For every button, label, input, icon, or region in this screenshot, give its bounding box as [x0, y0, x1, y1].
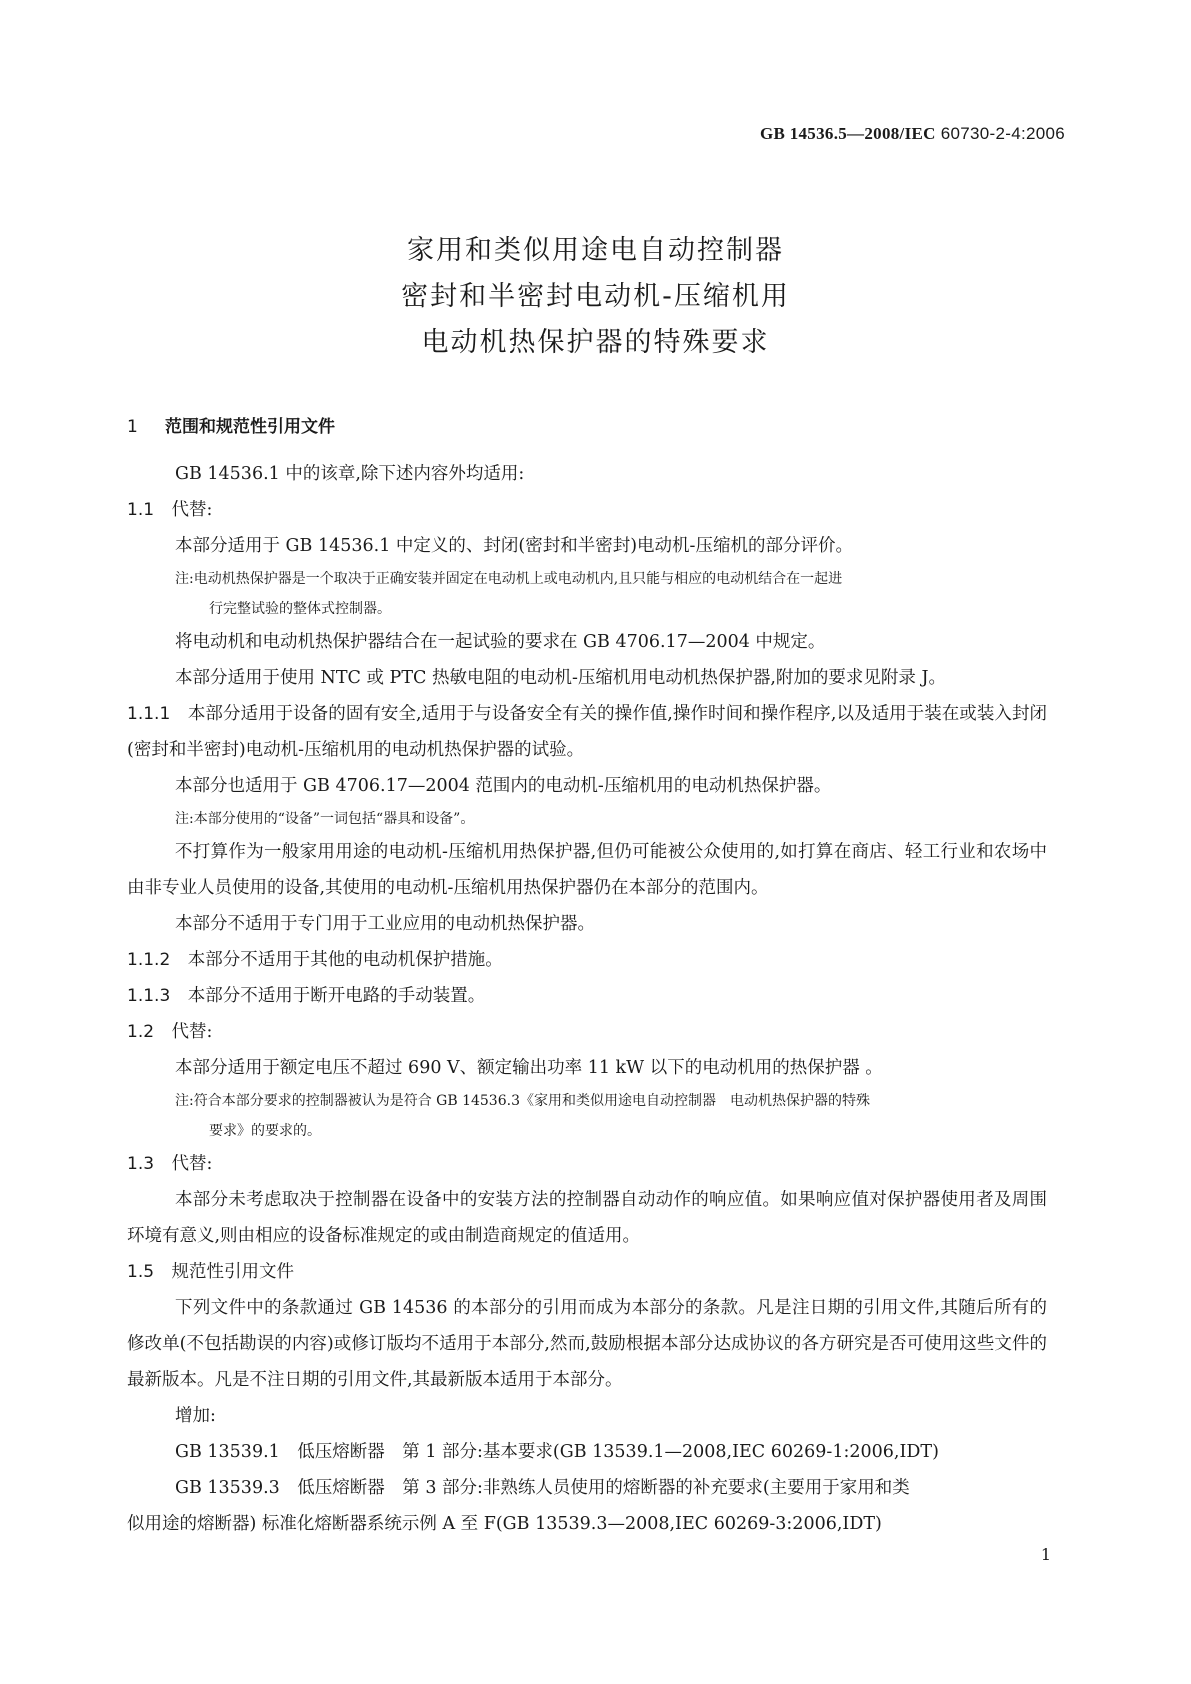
clause-1-5-addition-label: 增加: — [175, 1406, 216, 1426]
clause-1-3-paragraph-1: 本部分未考虑取决于控制器在设备中的安装方法的控制器自动动作的响应值。如果响应值对保护器使用者及周围环境有意义,则由相应的设备标准规定的或由制造商规定的值适用。 — [127, 1190, 1047, 1246]
page-number: 1 — [1040, 1545, 1051, 1564]
clause-1-1-3-text: 本部分不适用于断开电路的手动装置。 — [187, 986, 486, 1006]
clause-1-3-label: 代替: — [171, 1154, 213, 1174]
reference-gb-13539-3-line-2: 似用途的熔断器) 标准化熔断器系统示例 A 至 F(GB 13539.3—2008,IEC 60269-3:2006,IDT) — [127, 1514, 882, 1534]
clause-1-1-1-note: 注:本部分使用的“设备”一词包括“器具和设备”。 — [175, 811, 475, 827]
section-1-heading — [127, 412, 1047, 437]
title-line-3: 电动机热保护器的特殊要求 — [421, 327, 770, 358]
clause-1-2-note-line-2: 要求》的要求的。 — [209, 1123, 321, 1139]
clause-1-1-2-number: 1.1.2 — [127, 950, 171, 970]
reference-gb-13539-3 — [127, 1470, 1047, 1542]
clause-1-1-note-line-2: 行完整试验的整体式控制器。 — [209, 601, 391, 617]
document-body — [127, 412, 1047, 1542]
document-title — [0, 228, 1191, 366]
clause-1-1-paragraph-2: 将电动机和电动机热保护器结合在一起试验的要求在 GB 4706.17—2004 中规定。 — [175, 632, 826, 652]
reference-gb-13539-3-line-1: GB 13539.3 低压熔断器 第 3 部分:非熟练人员使用的熔断器的补充要求(主要用于家用和类 — [175, 1478, 910, 1498]
clause-1-1-paragraph-3: 本部分适用于使用 NTC 或 PTC 热敏电阻的电动机-压缩机用电动机热保护器,附加的要求见附录 J。 — [175, 668, 947, 688]
clause-1-1-1 — [127, 696, 1047, 768]
clause-1-3-number: 1.3 — [127, 1154, 155, 1174]
clause-1-1-3-number: 1.1.3 — [127, 986, 171, 1006]
standard-code-bold: GB 14536.5—2008/IEC — [760, 124, 936, 143]
clause-1-1-note — [127, 564, 1047, 624]
clause-1-1-1-text: 本部分适用于设备的固有安全,适用于与设备安全有关的操作值,操作时间和操作程序,以及适用于装在或装入封闭(密封和半密封)电动机-压缩机用的电动机热保护器的试验。 — [127, 704, 1048, 760]
clause-1-2-note-line-1: 注:符合本部分要求的控制器被认为是符合 GB 14536.3《家用和类似用途电自动控制器 电动机热保护器的特殊 — [175, 1093, 870, 1109]
clause-1-5-label: 规范性引用文件 — [171, 1262, 295, 1282]
clause-1-2-paragraph-1: 本部分适用于额定电压不超过 690 V、额定输出功率 11 kW 以下的电动机用的热保护器 。 — [175, 1058, 883, 1078]
section-1-number: 1 — [127, 417, 138, 437]
clause-1-3-heading — [127, 1146, 1047, 1182]
clause-1-1-1-paragraph-3: 不打算作为一般家用用途的电动机-压缩机用热保护器,但仍可能被公众使用的,如打算在商店、轻工行业和农场中由非专业人员使用的设备,其使用的电动机-压缩机用热保护器仍在本部分的范围内。 — [127, 842, 1047, 898]
clause-1-2-number: 1.2 — [127, 1022, 155, 1042]
clause-1-1-label: 代替: — [171, 500, 213, 520]
clause-1-1-paragraph-1: 本部分适用于 GB 14536.1 中定义的、封闭(密封和半密封)电动机-压缩机的部分评价。 — [175, 536, 853, 556]
clause-1-1-1-paragraph-4: 本部分不适用于专门用于工业应用的电动机热保护器。 — [175, 914, 595, 934]
clause-1-2-label: 代替: — [171, 1022, 213, 1042]
clause-1-5-number: 1.5 — [127, 1262, 155, 1282]
clause-1-5-heading — [127, 1254, 1047, 1290]
clause-1-2-heading — [127, 1014, 1047, 1050]
section-1-title: 范围和规范性引用文件 — [165, 417, 335, 437]
clause-1-1-3 — [127, 978, 1047, 1014]
clause-1-1-note-line-1: 注:电动机热保护器是一个取决于正确安装并固定在电动机上或电动机内,且只能与相应的电动机结合在一起进 — [175, 571, 843, 587]
clause-1-1-number: 1.1 — [127, 500, 155, 520]
clause-1-2-note — [127, 1086, 1047, 1146]
clause-1-1-2-text: 本部分不适用于其他的电动机保护措施。 — [187, 950, 503, 970]
standard-code-rest: 60730-2-4:2006 — [935, 124, 1065, 143]
clause-1-1-1-number: 1.1.1 — [127, 704, 171, 724]
reference-gb-13539-1: GB 13539.1 低压熔断器 第 1 部分:基本要求(GB 13539.1—2008,IEC 60269-1:2006,IDT) — [175, 1442, 939, 1462]
clause-1-5-paragraph-1: 下列文件中的条款通过 GB 14536 的本部分的引用而成为本部分的条款。凡是注日期的引用文件,其随后所有的修改单(不包括勘误的内容)或修订版均不适用于本部分,然而,鼓励根据本部分达成协议的各方研究是否可使用这些文件的最新版本。凡是不注日期的引用文件,其最新版本适用于本部分。 — [127, 1298, 1047, 1390]
clause-1-1-heading — [127, 492, 1047, 528]
clause-1-1-1-paragraph-2: 本部分也适用于 GB 4706.17—2004 范围内的电动机-压缩机用的电动机热保护器。 — [175, 776, 832, 796]
standard-code-header — [760, 124, 1065, 144]
clause-1-1-2 — [127, 942, 1047, 978]
title-line-2: 密封和半密封电动机-压缩机用 — [401, 281, 790, 312]
section-1-intro: GB 14536.1 中的该章,除下述内容外均适用: — [175, 464, 525, 484]
title-line-1: 家用和类似用途电自动控制器 — [407, 235, 784, 266]
